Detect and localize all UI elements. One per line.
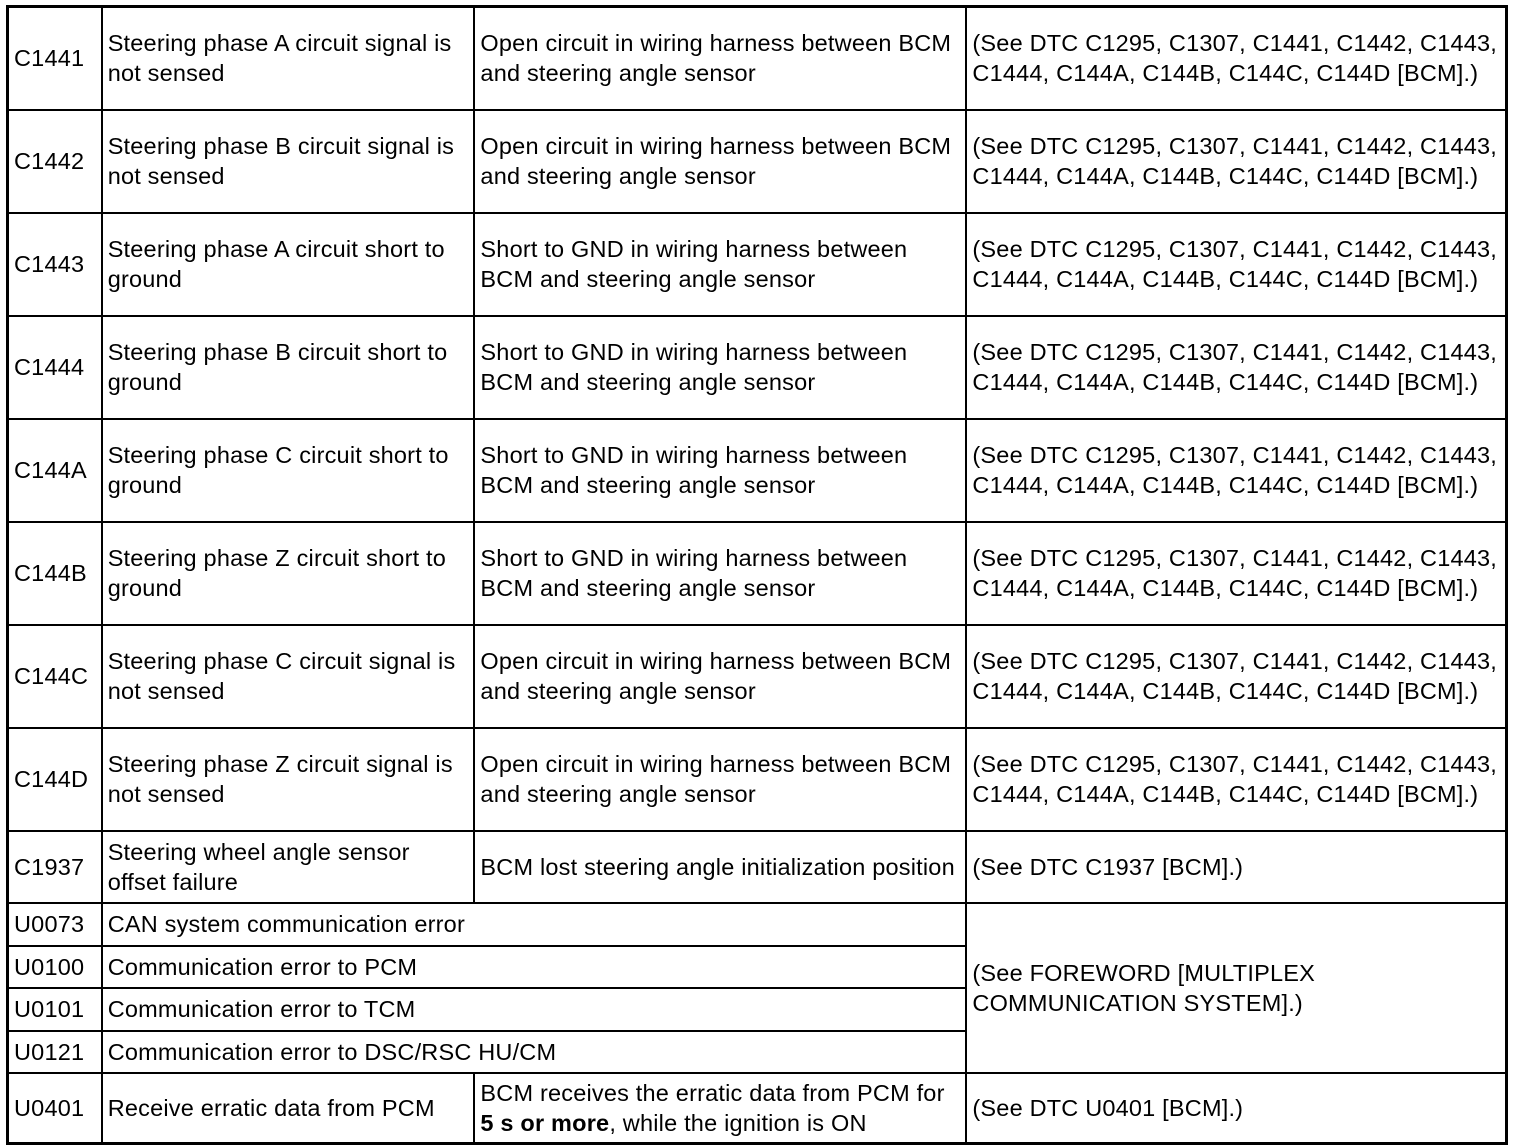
dtc-code: C144B — [8, 522, 102, 625]
dtc-action: (See DTC C1295, C1307, C1441, C1442, C1443, C1444, C144A, C144B, C144C, C144D [BCM].) — [966, 728, 1506, 831]
dtc-code: C1443 — [8, 213, 102, 316]
table-row — [8, 831, 1507, 903]
dtc-code: C1444 — [8, 316, 102, 419]
dtc-code: C144D — [8, 728, 102, 831]
dtc-condition: Steering phase A circuit short to ground — [102, 213, 475, 316]
dtc-condition: Steering phase C circuit short to ground — [102, 419, 475, 522]
dtc-code: U0401 — [8, 1073, 102, 1144]
table-row — [8, 1073, 1507, 1144]
dtc-action: (See DTC C1295, C1307, C1441, C1442, C1443, C1444, C144A, C144B, C144C, C144D [BCM].) — [966, 316, 1506, 419]
dtc-condition: Receive erratic data from PCM — [102, 1073, 475, 1144]
cause-emphasis: 5 s or more — [480, 1109, 610, 1136]
dtc-condition: Steering phase C circuit signal is not sensed — [102, 625, 475, 728]
dtc-condition: Communication error to TCM — [102, 988, 967, 1031]
dtc-action: (See FOREWORD [MULTIPLEX COMMUNICATION SYSTEM].) — [966, 903, 1506, 1073]
table-row — [8, 419, 1507, 522]
dtc-condition: Steering phase Z circuit short to ground — [102, 522, 475, 625]
dtc-code: C1442 — [8, 110, 102, 213]
dtc-possible-cause: Open circuit in wiring harness between BCM and steering angle sensor — [474, 7, 966, 110]
dtc-possible-cause: Short to GND in wiring harness between BCM and steering angle sensor — [474, 213, 966, 316]
dtc-possible-cause: Short to GND in wiring harness between BCM and steering angle sensor — [474, 316, 966, 419]
dtc-action: (See DTC C1295, C1307, C1441, C1442, C1443, C1444, C144A, C144B, C144C, C144D [BCM].) — [966, 110, 1506, 213]
table-row — [8, 316, 1507, 419]
dtc-action: (See DTC C1295, C1307, C1441, C1442, C1443, C1444, C144A, C144B, C144C, C144D [BCM].) — [966, 7, 1506, 110]
dtc-action: (See DTC C1295, C1307, C1441, C1442, C1443, C1444, C144A, C144B, C144C, C144D [BCM].) — [966, 213, 1506, 316]
dtc-condition: Communication error to DSC/RSC HU/CM — [102, 1031, 967, 1073]
dtc-condition: Steering phase Z circuit signal is not sensed — [102, 728, 475, 831]
dtc-condition: CAN system communication error — [102, 903, 967, 946]
table-row — [8, 7, 1507, 110]
dtc-condition: Steering phase A circuit signal is not sensed — [102, 7, 475, 110]
dtc-condition: Steering phase B circuit signal is not sensed — [102, 110, 475, 213]
dtc-action: (See DTC C1295, C1307, C1441, C1442, C1443, C1444, C144A, C144B, C144C, C144D [BCM].) — [966, 522, 1506, 625]
dtc-code: C144A — [8, 419, 102, 522]
dtc-condition: Communication error to PCM — [102, 946, 967, 988]
dtc-possible-cause — [474, 1073, 966, 1144]
dtc-possible-cause: Short to GND in wiring harness between BCM and steering angle sensor — [474, 419, 966, 522]
dtc-possible-cause: BCM lost steering angle initialization position — [474, 831, 966, 903]
dtc-code: C144C — [8, 625, 102, 728]
dtc-possible-cause: Open circuit in wiring harness between BCM and steering angle sensor — [474, 625, 966, 728]
dtc-condition: Steering phase B circuit short to ground — [102, 316, 475, 419]
dtc-condition: Steering wheel angle sensor offset failure — [102, 831, 475, 903]
table-row — [8, 110, 1507, 213]
dtc-action: (See DTC U0401 [BCM].) — [966, 1073, 1506, 1144]
cause-text: , while the ignition is ON — [609, 1109, 867, 1136]
table-row — [8, 213, 1507, 316]
dtc-table — [6, 5, 1508, 1145]
table-row — [8, 903, 1507, 946]
table-row — [8, 728, 1507, 831]
table-row — [8, 625, 1507, 728]
dtc-action: (See DTC C1937 [BCM].) — [966, 831, 1506, 903]
dtc-code: U0073 — [8, 903, 102, 946]
dtc-code: C1937 — [8, 831, 102, 903]
dtc-possible-cause: Open circuit in wiring harness between BCM and steering angle sensor — [474, 110, 966, 213]
dtc-action: (See DTC C1295, C1307, C1441, C1442, C1443, C1444, C144A, C144B, C144C, C144D [BCM].) — [966, 625, 1506, 728]
dtc-possible-cause: Short to GND in wiring harness between BCM and steering angle sensor — [474, 522, 966, 625]
dtc-code: U0100 — [8, 946, 102, 988]
table-row — [8, 522, 1507, 625]
dtc-code: C1441 — [8, 7, 102, 110]
dtc-possible-cause: Open circuit in wiring harness between BCM and steering angle sensor — [474, 728, 966, 831]
dtc-code: U0121 — [8, 1031, 102, 1073]
dtc-code: U0101 — [8, 988, 102, 1031]
cause-text: BCM receives the erratic data from PCM for — [480, 1079, 945, 1106]
dtc-action: (See DTC C1295, C1307, C1441, C1442, C1443, C1444, C144A, C144B, C144C, C144D [BCM].) — [966, 419, 1506, 522]
